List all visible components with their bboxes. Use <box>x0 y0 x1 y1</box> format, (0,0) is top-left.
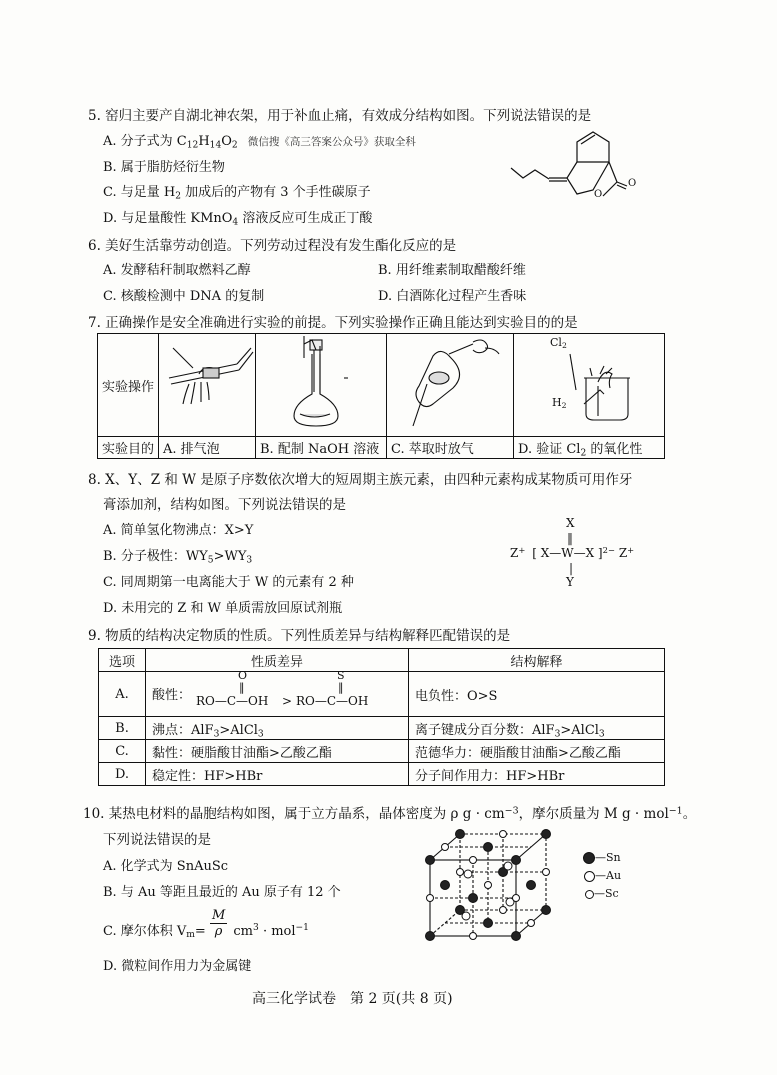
q8-option-b <box>103 545 252 564</box>
q8-stem-line2: 膏添加剂，结构如图。下列说法错误的是 <box>103 497 346 513</box>
q10-option-c <box>103 908 309 948</box>
q8-b-text: B. 分子极性：WY <box>103 549 208 564</box>
q7-d-h2-label <box>552 396 567 409</box>
q8-option-a: A. 简单氢化物沸点：X>Y <box>103 523 254 538</box>
q5-a-sub: 14 <box>209 140 222 151</box>
q9-row-d <box>99 763 665 786</box>
chlorine-hydrogen-jar-figure <box>514 334 664 432</box>
q5-option-a <box>103 130 416 149</box>
q8-struct-bottom-y: Y <box>566 575 574 589</box>
sn-atom-icon <box>583 852 595 864</box>
q10-stem-text: 10. 某热电材料的晶胞结构如图，属于立方晶系，晶体密度为 ρ g · cm <box>83 806 505 822</box>
legend-label: —Au <box>595 869 622 882</box>
q8-b-text: >WY <box>213 549 247 564</box>
q9-row-c <box>99 740 665 763</box>
q7-stem: 7. 正确操作是安全准确进行实验的前提。下列实验操作正确且能达到实验目的的是 <box>88 315 578 331</box>
q9-header-property: 性质差异 <box>146 649 409 672</box>
q9-header-explanation: 结构解释 <box>409 649 665 672</box>
charge-plus: + <box>518 544 526 555</box>
q9-table <box>98 648 665 786</box>
q9-a-explanation: 电负性：O>S <box>409 672 665 717</box>
q5-a-sub: 2 <box>231 140 238 151</box>
q6-option-a: A. 发酵秸秆制取燃料乙醇 <box>103 263 251 278</box>
q9-c-explanation: 范德华力：硬脂酸甘油酯>乙酸乙酯 <box>409 740 665 763</box>
q7-d-cl2-label <box>550 336 567 349</box>
sc-atom-icon <box>585 890 594 899</box>
au-atom-icon <box>584 871 595 882</box>
q5-molecule-structure <box>505 118 655 210</box>
q9-c-property: 黏性：硬脂酸甘油酯>乙酸乙酯 <box>146 740 409 763</box>
q9-a-o-atom: O <box>238 669 248 682</box>
cl2-text: Cl <box>550 336 562 349</box>
q9-b-expl-text: >AlCl <box>560 722 599 738</box>
q9-a-formula1: RO—C—OH <box>196 694 269 708</box>
q9-b-prop-text: 沸点：AlF <box>152 722 214 738</box>
q10-option-d: D. 微粒间作用力为金属键 <box>103 959 252 974</box>
q5-struct-o-ring: O <box>594 189 603 200</box>
q7-cell-a-figure <box>159 334 256 437</box>
q9-b-expl-sub: 3 <box>598 728 605 739</box>
q10-option-b: B. 与 Au 等距且最近的 Au 原子有 12 个 <box>103 885 341 900</box>
crystal-unit-cell-figure <box>418 826 566 946</box>
legend-sn <box>583 851 621 864</box>
q5-stem: 5. 窑归主要产自湖北神农架，用于补血止痛，有效成分结构如图。下列说法错误的是 <box>88 108 592 124</box>
q5-option-c <box>103 181 371 200</box>
q8-struct-top-x: X <box>566 516 575 530</box>
q7-d-text: D. 验证 Cl <box>518 442 581 457</box>
q9-b-explanation <box>409 717 665 740</box>
q7-row-operation <box>98 334 665 437</box>
q9-d-explanation: 分子间作用力：HF>HBr <box>409 763 665 786</box>
q9-b-option: B. <box>99 717 146 740</box>
q6-option-b: B. 用纤维素制取醋酸纤维 <box>378 263 526 278</box>
legend-sc <box>585 887 619 900</box>
q7-purpose-c: C. 萃取时放气 <box>387 437 514 459</box>
q7-purpose-d <box>514 437 665 459</box>
q10-c-unit: · mol <box>258 924 296 939</box>
q10-c-fraction <box>210 908 227 939</box>
q7-purpose-a: A. 排气泡 <box>159 437 256 459</box>
charge-2minus: 2− <box>602 544 615 555</box>
q10-c-sub: m <box>186 930 195 941</box>
q9-header-row <box>99 649 665 672</box>
q5-c-text: 加成后的产物有 3 个手性碳原子 <box>181 185 371 200</box>
q8-struct-main <box>510 546 634 560</box>
q5-option-b: B. 属于脂肪烃衍生物 <box>103 160 225 175</box>
q9-a-prop-label: 酸性： <box>152 688 192 703</box>
q10-stem-line1 <box>83 802 696 822</box>
cl2-sub: 2 <box>561 340 567 350</box>
q5-watermark-note: 微信搜《高三答案公众号》获取全科 <box>247 136 416 148</box>
q8-stem-line1: 8. X、Y、Z 和 W 是原子序数依次增大的短周期主族元素，由四种元素构成某物质可用作牙 <box>88 472 633 488</box>
q10-c-numerator: M <box>211 908 226 923</box>
legend-label: —Sc <box>594 887 619 900</box>
q10-c-denominator: ρ <box>214 924 223 939</box>
q10-c-eq: = <box>194 924 206 939</box>
legend-label: —Sn <box>595 851 621 864</box>
q9-a-property <box>146 669 409 717</box>
separatory-funnel-figure <box>387 334 513 432</box>
q7-row-label: 实验目的 <box>98 437 159 459</box>
q6-option-c: C. 核酸检测中 DNA 的复制 <box>103 289 265 304</box>
volumetric-flask-figure <box>256 334 386 432</box>
q9-b-expl-sub: 3 <box>554 728 561 739</box>
q5-a-text: O <box>221 134 232 149</box>
q7-cell-b-figure <box>256 334 387 437</box>
page-footer: 高三化学试卷 第 2 页(共 8 页) <box>252 991 453 1007</box>
q7-d-sub: 2 <box>580 448 587 459</box>
q7-table <box>97 333 665 459</box>
burette-tip-figure <box>159 334 255 432</box>
q8-struct-single-bond: | <box>569 561 574 575</box>
q9-stem: 9. 物质的结构决定物质的性质。下列性质差异与结构解释匹配错误的是 <box>88 628 511 644</box>
z-left: Z <box>510 546 519 560</box>
q5-d-sub: 4 <box>232 217 239 228</box>
q10-option-a: A. 化学式为 SnAuSc <box>103 859 229 874</box>
q9-row-a <box>99 672 665 717</box>
q7-d-text: 的氧化性 <box>586 442 643 457</box>
q9-a-o-dbl: ‖ <box>239 681 245 694</box>
q9-b-prop-sub: 3 <box>213 728 220 739</box>
q10-stem-line2: 下列说法错误的是 <box>103 832 211 848</box>
q10-c-text: C. 摩尔体积 V <box>103 924 187 939</box>
q9-a-formula2: RO—C—OH <box>296 694 369 708</box>
q9-a-gt: > <box>282 694 293 708</box>
q9-a-s-atom: S <box>337 669 345 682</box>
charge-plus: + <box>627 544 635 555</box>
q9-b-prop-text: >AlCl <box>219 722 258 738</box>
q10-stem-sup: −1 <box>668 805 683 817</box>
q7-cell-c-figure <box>387 334 514 437</box>
q7-row-purpose <box>98 437 665 459</box>
q5-d-text: D. 与足量酸性 KMnO <box>103 211 233 226</box>
q7-cell-d-figure <box>514 334 665 437</box>
q7-purpose-b: B. 配制 NaOH 溶液 <box>256 437 387 459</box>
q6-option-d: D. 白酒陈化过程产生香味 <box>378 289 527 304</box>
q9-b-property <box>146 717 409 740</box>
q9-row-b <box>99 717 665 740</box>
q10-c-unit-sup: −1 <box>295 923 309 934</box>
q9-b-expl-text: 离子键成分百分数：AlF <box>415 722 555 738</box>
anion-bracket: [ X—W—X ] <box>532 546 603 560</box>
q10-c-unit-sup: 3 <box>253 923 259 934</box>
q5-c-sub: 2 <box>175 191 182 202</box>
q8-struct-double-bond: ‖ <box>567 531 573 545</box>
h2-text: H <box>552 396 562 409</box>
q5-d-text: 溶液反应可生成正丁酸 <box>238 211 373 226</box>
q7-row-label: 实验操作 <box>98 334 159 437</box>
q10-stem-text: ，摩尔质量为 M g · mol <box>518 806 669 822</box>
q9-a-option: A. <box>99 672 146 717</box>
legend-au <box>584 869 621 882</box>
q9-header-option: 选项 <box>99 649 146 672</box>
q5-a-text: H <box>198 134 210 149</box>
q8-option-d: D. 未用完的 Z 和 W 单质需放回原试剂瓶 <box>103 601 343 616</box>
q10-c-unit: cm <box>233 924 254 939</box>
q9-c-option: C. <box>99 740 146 763</box>
q5-a-sub: 12 <box>186 140 199 151</box>
q5-a-text: A. 分子式为 C <box>103 134 187 149</box>
q9-d-option: D. <box>99 763 146 786</box>
q10-stem-sup: −3 <box>504 805 519 817</box>
q5-struct-o-carbonyl: O <box>628 178 637 189</box>
q9-a-s-dbl: ‖ <box>338 681 344 694</box>
z-right: Z <box>618 546 628 560</box>
h2-sub: 2 <box>561 400 567 410</box>
q9-b-prop-sub: 3 <box>257 728 264 739</box>
q9-d-property: 稳定性：HF>HBr <box>146 763 409 786</box>
q5-option-d <box>103 207 372 226</box>
q5-c-text: C. 与足量 H <box>103 185 176 200</box>
q8-option-c: C. 同周期第一电离能大于 W 的元素有 2 种 <box>103 575 354 590</box>
q10-stem-text: 。 <box>682 806 697 822</box>
q8-b-sub: 5 <box>207 555 214 566</box>
q6-stem: 6. 美好生活靠劳动创造。下列劳动过程没有发生酯化反应的是 <box>88 238 457 254</box>
q8-b-sub: 3 <box>246 555 253 566</box>
